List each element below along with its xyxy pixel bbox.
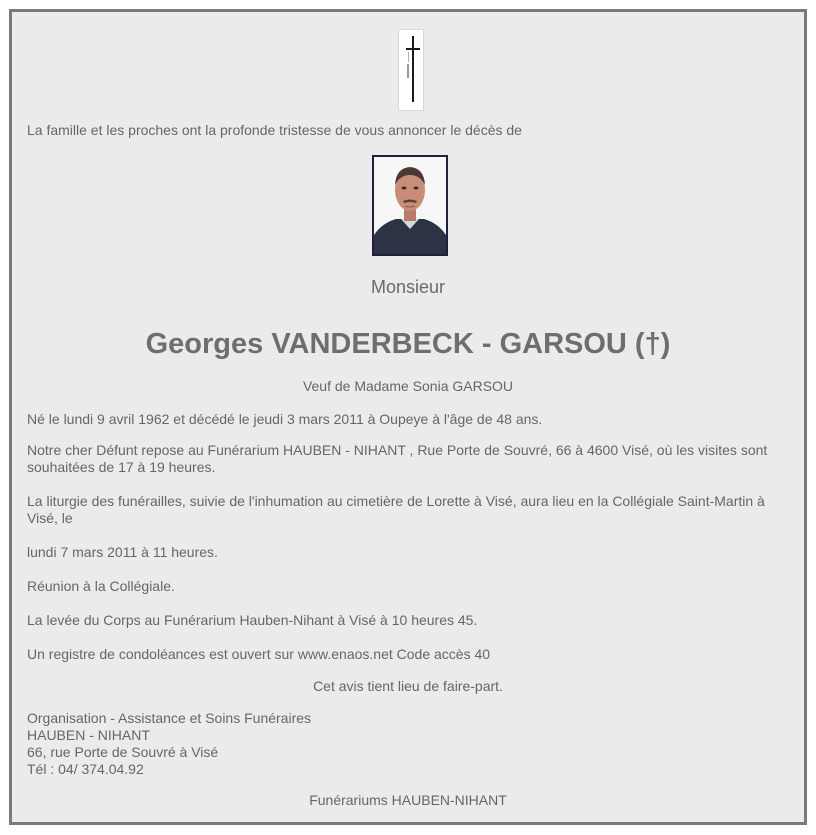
condolence-registry-line: Un registre de condoléances est ouvert sur www.enaos.net Code accès 40 bbox=[27, 646, 491, 662]
organisation-line-3: 66, rue Porte de Souvré à Visé bbox=[27, 744, 219, 760]
birth-death-line: Né le lundi 9 avril 1962 et décédé le jeudi 3 mars 2011 à Oupeye à l'âge de 48 ans. bbox=[27, 411, 543, 427]
notice-line: Cet avis tient lieu de faire-part. bbox=[313, 678, 503, 694]
cross-icon bbox=[399, 30, 423, 110]
organisation-phone: Tél : 04/ 374.04.92 bbox=[27, 761, 144, 777]
meeting-line: Réunion à la Collégiale. bbox=[27, 578, 175, 594]
deceased-name: Georges VANDERBECK - GARSOU (†) bbox=[145, 328, 671, 360]
cross-emblem bbox=[398, 29, 424, 111]
honorific: Monsieur bbox=[370, 277, 446, 297]
deceased-portrait bbox=[372, 155, 448, 256]
signature: Funérariums HAUBEN-NIHANT bbox=[309, 792, 507, 808]
levee-line: La levée du Corps au Funérarium Hauben-Nihant à Visé à 10 heures 45. bbox=[27, 612, 478, 628]
funeral-date: lundi 7 mars 2011 à 11 heures. bbox=[27, 544, 218, 560]
organisation-block bbox=[27, 710, 311, 778]
organisation-line-1: Organisation - Assistance et Soins Funéraires bbox=[27, 710, 312, 726]
death-notice-card bbox=[9, 9, 807, 825]
widower-line: Veuf de Madame Sonia GARSOU bbox=[302, 378, 514, 394]
portrait-photo bbox=[374, 157, 446, 254]
organisation-line-2: HAUBEN - NIHANT bbox=[27, 727, 150, 743]
visitation-paragraph: Notre cher Défunt repose au Funérarium HAUBEN - NIHANT , Rue Porte de Souvré, 66 à 4600 Visé, où les visites sont souhaitées de 17 à 19 heures. bbox=[27, 442, 768, 475]
liturgy-paragraph: La liturgie des funérailles, suivie de l'inhumation au cimetière de Lorette à Visé, aura lieu en la Collégiale Saint-Martin à Visé, le bbox=[27, 493, 765, 526]
intro-text: La famille et les proches ont la profonde tristesse de vous annoncer le décès de bbox=[27, 122, 522, 138]
